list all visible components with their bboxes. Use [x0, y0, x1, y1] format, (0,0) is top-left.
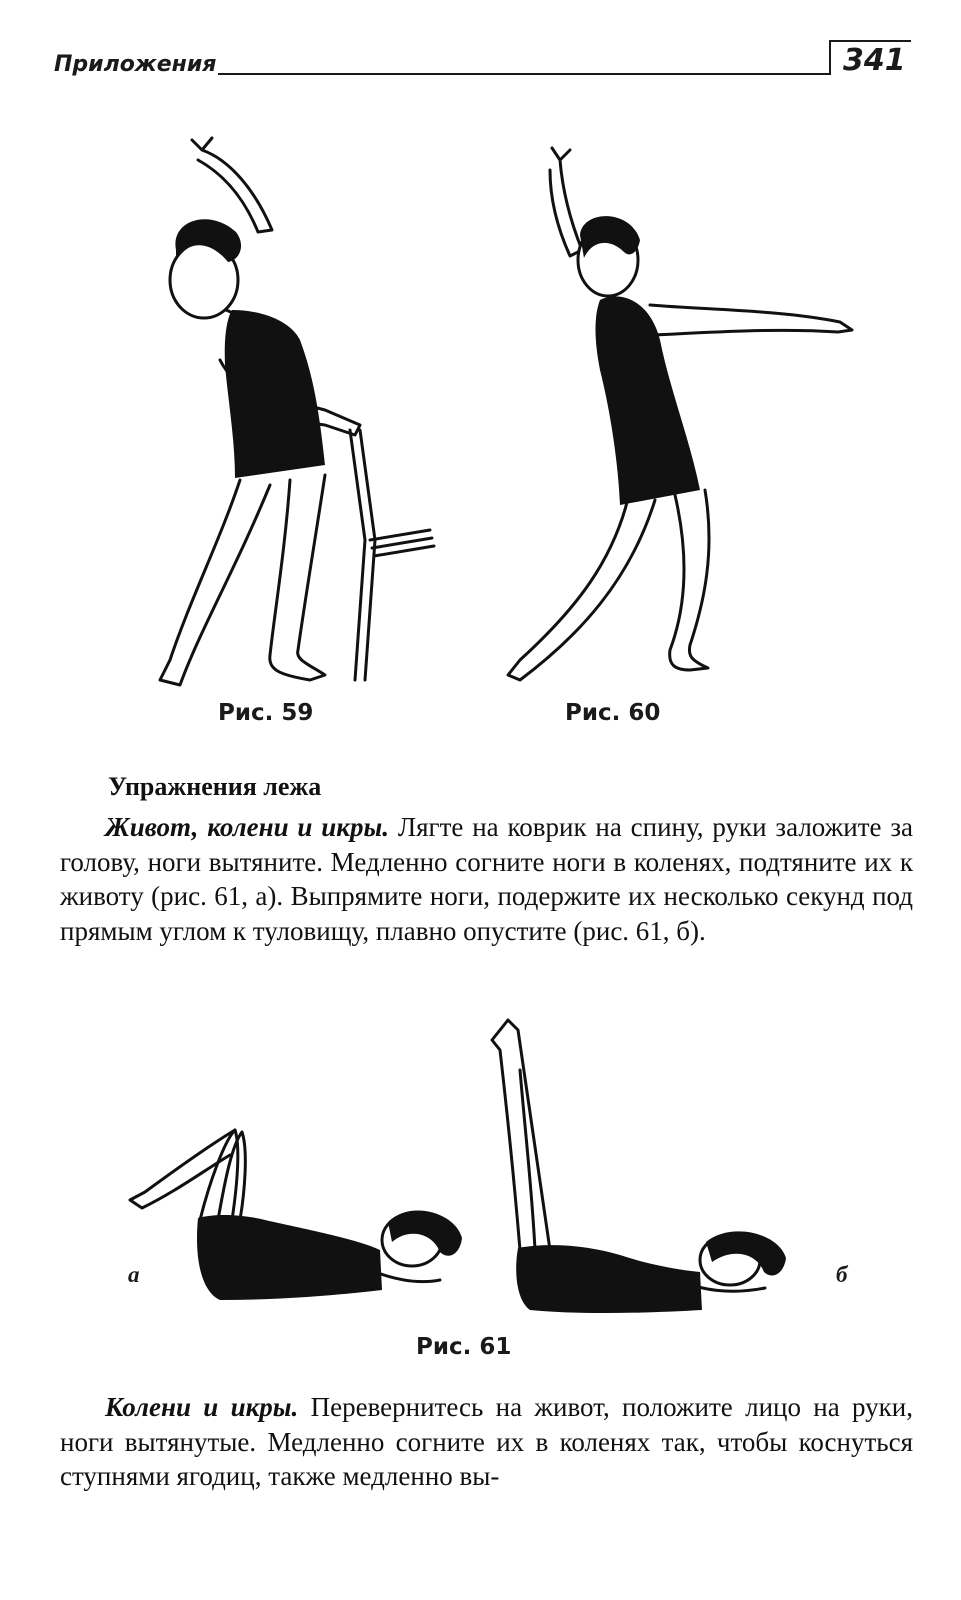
figure-60-illustration — [490, 140, 870, 700]
figure-61-caption: Рис. 61 — [416, 1334, 512, 1360]
paragraph-2-lead: Колени и икры. — [105, 1392, 299, 1422]
figure-61-label-b: б — [836, 1262, 848, 1287]
figure-59-illustration — [140, 120, 450, 700]
header-rule-top — [829, 40, 911, 42]
figure-60-caption: Рис. 60 — [565, 700, 661, 726]
header-rule-tick — [829, 40, 831, 75]
header-rule — [218, 73, 830, 75]
paragraph-knees-calves — [60, 1390, 913, 1494]
paragraph-abdomen-knees-calves — [60, 810, 913, 948]
figure-61a-illustration — [120, 1120, 480, 1320]
paragraph-1-lead: Живот, колени и икры. — [105, 812, 389, 842]
paragraph-2-text: Перевернитесь на живот, положите лицо на руки, ноги вытянутые. Медленно согните их в коленях так, чтобы коснуться ступнями ягодиц, также медленно вы- — [60, 1392, 913, 1491]
running-header-title: Приложения — [54, 52, 217, 77]
figure-61-label-a: а — [128, 1262, 140, 1287]
figure-59-caption: Рис. 59 — [218, 700, 314, 726]
figure-61b-illustration — [480, 1010, 810, 1320]
page-number: 341 — [843, 43, 906, 78]
section-heading: Упражнения лежа — [108, 772, 322, 801]
paragraph-1-text: Лягте на коврик на спину, руки заложите за голову, ноги вытяните. Медленно согните ноги в коленях, подтяните их к животу (рис. 61, а). Выпрямите ноги, подержите их несколько секунд под прямым углом к туловищу, плавно опустите (рис. 61, б). — [60, 812, 913, 946]
